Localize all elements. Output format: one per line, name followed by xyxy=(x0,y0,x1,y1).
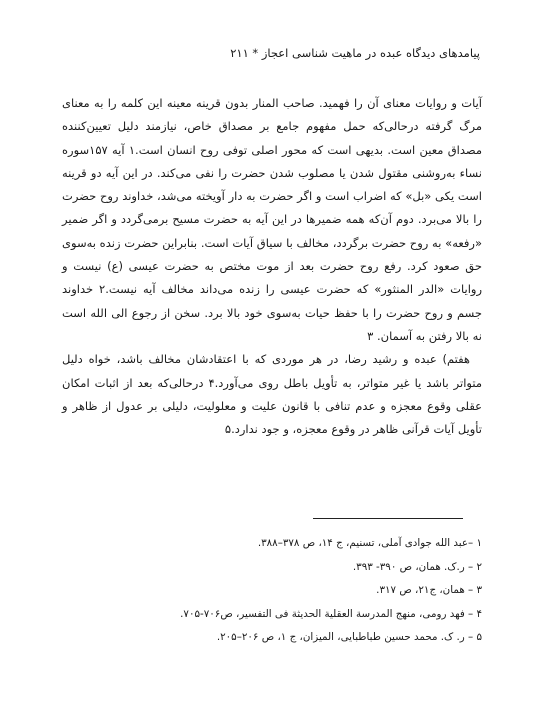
footnotes xyxy=(62,532,482,650)
footnote-4: ۴ – فهد رومی، منهج المدرسة العقلیة الحدیثة فی التفسیر، ص۷۰۶-۷۰۵. xyxy=(180,607,482,620)
footnote-1: ۱ –عبد الله جوادی آملی، تسنیم، ج ۱۴، ص ۳۷۸–۳۸۸. xyxy=(257,537,482,549)
header-star: * xyxy=(252,46,259,60)
footnote-separator xyxy=(313,518,463,519)
footnote-2: ۲ – ر.ک. همان، ص ۳۹۰- ۳۹۳. xyxy=(352,560,482,573)
main-text xyxy=(62,92,482,441)
paragraph-1: آیات و روایات معنای آن را فهمید. صاحب المنار بدون قرینه معینه این کلمه را به معنای مرگ گرفته درحالی‌که حمل مفهوم جامع بر مصداق خاص، نیازمند دلیل تعیین‌کننده مصداق معین است. بدیهی است که محور اصلی توفی روح انسان است.۱ آیه ۱۵۷سوره نساء به‌روشنی مقتول شدن یا مصلوب شدن حضرت را نفی می‌کند. در این آیه دو قرینه است یکی «بل» که اضراب است و اگر حضرت به دار آویخته می‌شد، خداوند روح حضرت را بالا می‌برد. دوم آن‌که همه ضمیرها در این آیه به حضرت مسیح برمی‌گردد و اگر ضمیر «رفعه» به روح حضرت برگردد، مخالف با سیاق آیات است. بنابراین حضرت زنده به‌سوی حق صعود کرد. رفع روح حضرت بعد از موت مختص به حضرت عیسی (ع) نیست و روایات «الدر المنثور» که حضرت عیسی را زنده می‌داند مخالف آیه نیست.۲ خداوند جسم و روح حضرت را با حفظ حیات به‌سوی خود بالا برد. سخن از رجوع الی الله است نه بالا رفتن به آسمان. ۳ xyxy=(62,96,482,343)
running-title: پیامدهای دیدگاه عبده در ماهیت شناسی اعجاز xyxy=(261,46,480,60)
page-number: ۲۱۱ xyxy=(230,46,249,60)
paragraph-2: هفتم) عبده و رشید رضا، در هر موردی که با اعتقادشان مخالف باشد، خواه دلیل متواتر باشد یا غیر متواتر، به تأویل باطل روی می‌آورد.۴ درحالی‌که بعد از اثبات امکان عقلی وقوع معجزه و عدم تنافی با قانون علیت و معلولیت، دلیلی بر عدول از ظاهر و تأویل آیات قرآنی ظاهر در وقوع معجزه، و جود ندارد.۵ xyxy=(62,352,482,437)
footnote-5: ۵ – ر. ک. محمد حسین طباطبایی، المیزان، ج ۱، ص ۲۰۶–۲۰۵. xyxy=(216,631,482,644)
footnote-3: ۳ – همان، ج۲۱، ص ۳۱۷. xyxy=(376,584,482,597)
running-header xyxy=(62,45,480,61)
